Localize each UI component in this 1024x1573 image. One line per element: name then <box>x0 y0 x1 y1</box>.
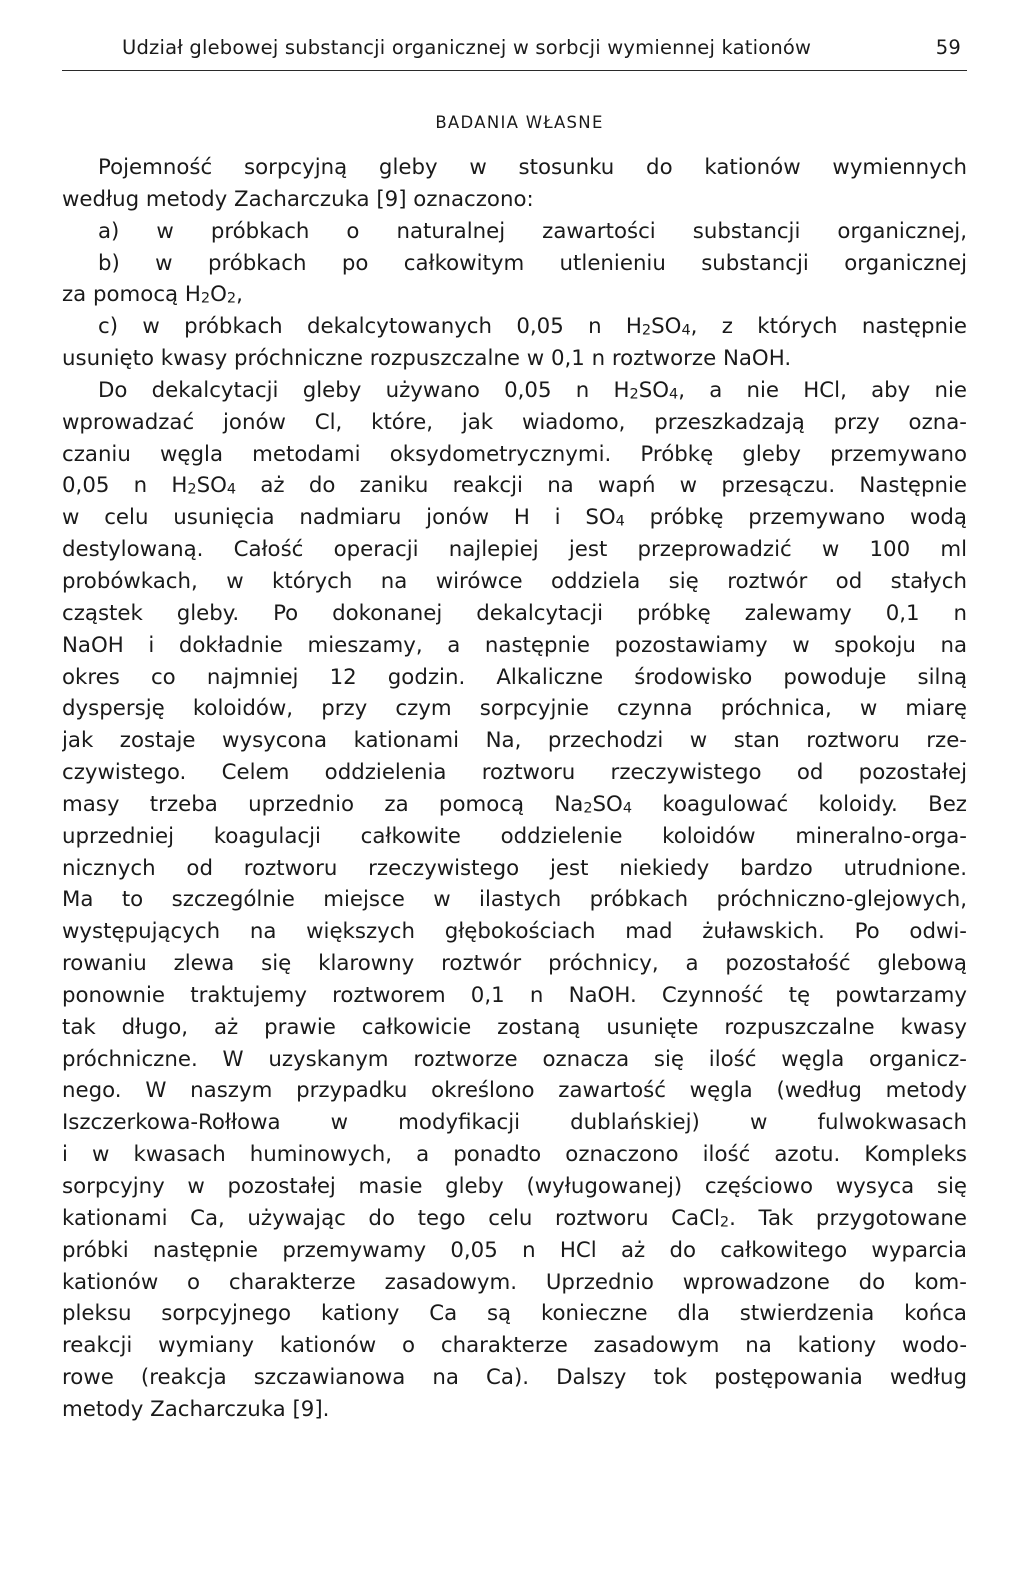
text-line: czywistego. Celem oddzielenia roztworu rzeczywistego od pozostałej <box>62 760 967 786</box>
text-line: tak długo, aż prawie całkowicie zostaną usunięte rozpuszczalne kwasy <box>62 1014 967 1040</box>
running-head <box>62 36 967 70</box>
text-line: reakcji wymiany kationów o charakterze zasadowym na kationy wodo- <box>62 1333 967 1359</box>
text-line: nego. W naszym przypadku określono zawartość węgla (według metody <box>62 1078 967 1104</box>
text-line: sorpcyjny w pozostałej masie gleby (wyługowanej) częściowo wysyca się <box>62 1174 967 1199</box>
body-text <box>62 152 967 1426</box>
text-line: a) w próbkach o naturalnej zawartości substancji organicznej, <box>98 218 967 244</box>
text-line: Do dekalcytacji gleby używano 0,05 n $H_2SO_4$, a nie HCl, aby nie <box>98 377 967 403</box>
text-line: występujących na większych głębokościach mad żuławskich. Po odwi- <box>62 919 967 945</box>
text-line: NaOH i dokładnie mieszamy, a następnie pozostawiamy w spokoju na <box>62 632 967 658</box>
running-title: Udział glebowej substancji organicznej w sorbcji wymiennej kationów <box>122 36 812 59</box>
text-line: dyspersję koloidów, przy czym sorpcyjnie czynna próchnica, w miarę <box>62 696 967 722</box>
text-line: 0,05 n $H_2SO_4$ aż do zaniku reakcji na wapń w przesączu. Następnie <box>62 473 967 499</box>
text-line: probówkach, w których na wirówce oddziela się roztwór od stałych <box>62 568 967 594</box>
text-line: za pomocą $H_2O_2$, <box>62 282 243 308</box>
text-line: masy trzeba uprzednio za pomocą $Na_2SO_4$ koagulować koloidy. Bez <box>62 791 967 817</box>
text-line: Pojemność sorpcyjną gleby w stosunku do kationów wymiennych <box>98 155 967 180</box>
text-line: kationów o charakterze zasadowym. Uprzednio wprowadzone do kom- <box>62 1269 967 1295</box>
text-line: usunięto kwasy próchniczne rozpuszczalne w 0,1 n roztworze NaOH. <box>62 346 792 372</box>
header-rule <box>62 70 967 71</box>
text-line: nicznych od roztworu rzeczywistego jest niekiedy bardzo utrudnione. <box>62 855 967 881</box>
section-title: BADANIA WŁASNE <box>435 113 604 132</box>
text-line: jak zostaje wysycona kationami Na, przechodzi w stan roztworu rze- <box>62 728 967 754</box>
text-line: b) w próbkach po całkowitym utlenieniu substancji organicznej <box>98 250 967 276</box>
text-line: okres co najmniej 12 godzin. Alkaliczne środowisko powoduje silną <box>62 664 967 690</box>
page-number: 59 <box>935 36 961 59</box>
text-line: próbki następnie przemywamy 0,05 n HCl aż do całkowitego wyparcia <box>62 1237 967 1263</box>
text-line: i w kwasach huminowych, a ponadto oznaczono ilość azotu. Kompleks <box>62 1142 967 1168</box>
text-line: rowe (reakcja szczawianowa na Ca). Dalszy tok postępowania według <box>62 1365 967 1391</box>
text-line: pleksu sorpcyjnego kationy Ca są konieczne dla stwierdzenia końca <box>62 1301 967 1327</box>
text-line: cząstek gleby. Po dokonanej dekalcytacji próbkę zalewamy 0,1 n <box>62 600 967 626</box>
text-line: rowaniu zlewa się klarowny roztwór próchnicy, a pozostałość glebową <box>62 951 967 977</box>
document-page <box>62 36 967 1426</box>
text-line: metody Zacharczuka [9]. <box>62 1396 330 1422</box>
text-line: ponownie traktujemy roztworem 0,1 n NaOH. Czynność tę powtarzamy <box>62 982 967 1008</box>
text-line: Ma to szczególnie miejsce w ilastych próbkach próchniczno-glejowych, <box>62 887 967 913</box>
text-line: Iszczerkowa-Rołłowa w modyfikacji dublańskiej) w fulwokwasach <box>62 1110 967 1136</box>
text-line: według metody Zacharczuka [9] oznaczono: <box>62 186 534 212</box>
text-line: wprowadzać jonów Cl, które, jak wiadomo, przeszkadzają przy ozna- <box>62 409 967 435</box>
text-line: c) w próbkach dekalcytowanych 0,05 n $H_2SO_4$, z których następnie <box>98 314 967 340</box>
text-line: próchniczne. W uzyskanym roztworze oznacza się ilość węgla organicz- <box>62 1046 967 1072</box>
text-line: uprzedniej koagulacji całkowite oddzielenie koloidów mineralno-orga- <box>62 823 967 849</box>
text-line: kationami Ca, używając do tego celu roztworu CaCl$_2$. Tak przygotowane <box>62 1205 967 1231</box>
text-line: w celu usunięcia nadmiaru jonów H i $SO_4$ próbkę przemywano wodą <box>62 505 967 531</box>
text-line: czaniu węgla metodami oksydometrycznymi. Próbkę gleby przemywano <box>62 441 967 467</box>
text-line: destylowaną. Całość operacji najlepiej jest przeprowadzić w 100 ml <box>62 537 967 563</box>
